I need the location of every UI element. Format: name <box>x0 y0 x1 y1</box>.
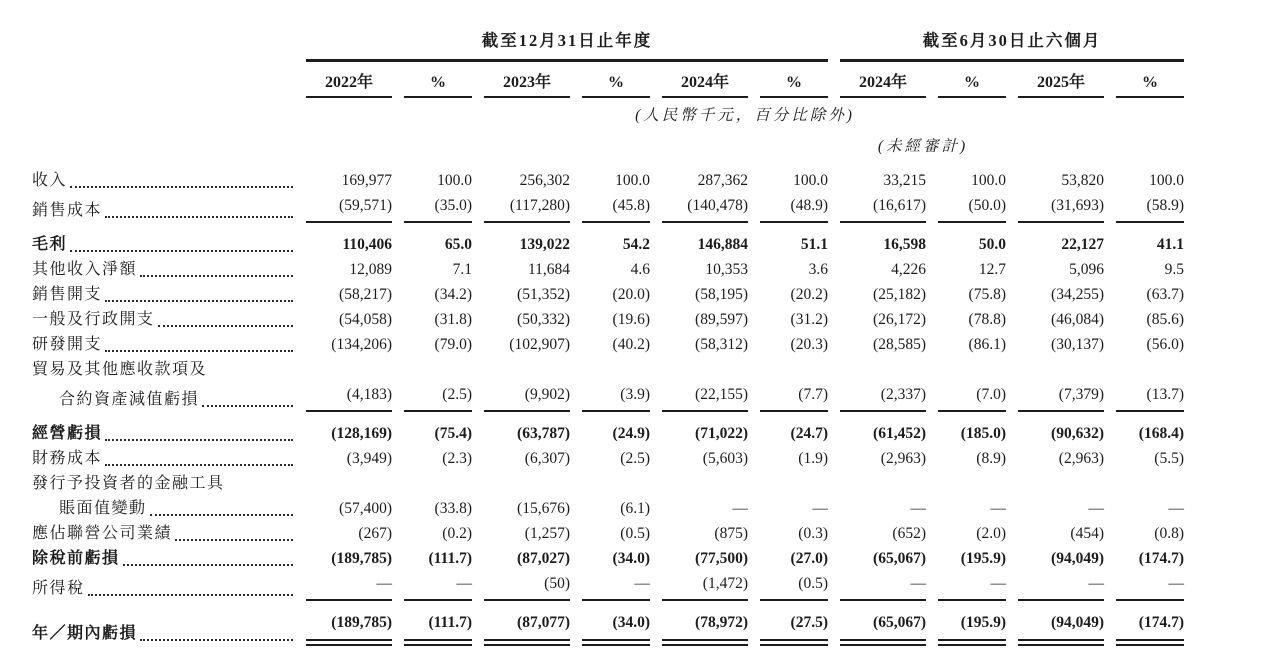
dot-leader <box>88 576 293 596</box>
group-header-row <box>32 30 1184 62</box>
value-cell: (1.9) <box>798 450 828 467</box>
value-cell: (24.7) <box>790 425 828 442</box>
row-label: 收入 <box>32 172 68 189</box>
value-cell: (75.4) <box>434 425 472 442</box>
value-cell: (94,049) <box>1051 550 1104 567</box>
table-row <box>32 571 1184 601</box>
value-cell: — <box>1088 500 1104 517</box>
row-label: 貿易及其他應收款項及 <box>32 361 208 378</box>
row-label: 發行予投資者的金融工具 <box>32 475 225 492</box>
value-cell: (27.0) <box>790 550 828 567</box>
value-cell: (34.2) <box>434 286 472 303</box>
table-row <box>32 282 1184 307</box>
row-label: 研發開支 <box>32 336 103 353</box>
value-cell: (20.2) <box>790 286 828 303</box>
value-cell: (0.5) <box>760 571 828 601</box>
value-cell: (87,077) <box>484 601 570 646</box>
row-label-cell <box>32 257 294 282</box>
value-cell: (87,027) <box>517 550 570 567</box>
row-label-cell <box>32 446 294 471</box>
value-cell: (195.9) <box>938 601 1006 646</box>
value-cell: (9,902) <box>484 382 570 412</box>
value-cell: 3.6 <box>808 261 828 278</box>
column-header: 2024年 <box>662 62 748 98</box>
value-cell: (54,058) <box>339 311 392 328</box>
value-cell: (63.7) <box>1146 286 1184 303</box>
value-cell: (94,049) <box>1018 601 1104 646</box>
value-cell: (34.0) <box>582 601 650 646</box>
value-cell: (50) <box>484 571 570 601</box>
value-cell: (2,337) <box>840 382 926 412</box>
table-row <box>32 307 1184 332</box>
dot-leader <box>105 421 293 441</box>
value-cell: 51.1 <box>800 236 828 253</box>
row-label-cell <box>32 496 294 521</box>
value-cell: 9.5 <box>1164 261 1184 278</box>
value-cell: 100.0 <box>437 172 472 189</box>
dot-leader <box>158 307 293 327</box>
value-cell: (174.7) <box>1116 601 1184 646</box>
unit-note-row <box>32 98 1184 127</box>
row-label: 毛利 <box>32 236 68 253</box>
value-cell: (34,255) <box>1051 286 1104 303</box>
value-cell: (58.9) <box>1116 193 1184 223</box>
value-cell: (65,067) <box>873 550 926 567</box>
table-body <box>32 158 1184 646</box>
value-cell: (6.1) <box>620 500 650 517</box>
unaudited-note: (未經審計) <box>877 138 969 155</box>
dot-leader <box>105 446 293 466</box>
row-label: 銷售開支 <box>32 286 103 303</box>
value-cell: (1,257) <box>524 525 570 542</box>
row-label-cell <box>32 546 294 571</box>
table-row <box>32 446 1184 471</box>
value-cell: (20.3) <box>790 336 828 353</box>
value-cell: 16,598 <box>883 236 926 253</box>
label-column-spacer <box>32 98 294 127</box>
value-cell: (89,597) <box>695 311 748 328</box>
column-header: 2023年 <box>484 62 570 98</box>
value-cell: (652) <box>892 525 926 542</box>
value-cell: (3,949) <box>346 450 392 467</box>
value-cell: (31,693) <box>1018 193 1104 223</box>
row-label-cell <box>32 282 294 307</box>
value-cell: (7.7) <box>760 382 828 412</box>
value-cell: (58,217) <box>339 286 392 303</box>
value-cell: (71,022) <box>695 425 748 442</box>
value-cell: (267) <box>358 525 392 542</box>
table-row <box>32 193 1184 223</box>
value-cell: (0.2) <box>442 525 472 542</box>
table-row <box>32 496 1184 521</box>
value-cell: (102,907) <box>509 336 570 353</box>
value-cell: (5,603) <box>702 450 748 467</box>
table-row <box>32 257 1184 282</box>
value-cell: 7.1 <box>452 261 472 278</box>
value-cell: — <box>404 571 472 601</box>
dot-leader <box>175 521 293 541</box>
row-label: 銷售成本 <box>32 202 103 219</box>
label-column-spacer <box>32 62 294 98</box>
dot-leader <box>105 282 293 302</box>
value-cell: 10,353 <box>705 261 748 278</box>
value-cell: (2.0) <box>976 525 1006 542</box>
value-cell: (2,963) <box>1058 450 1104 467</box>
value-cell: (0.5) <box>620 525 650 542</box>
value-cell: 100.0 <box>971 172 1006 189</box>
value-cell: (13.7) <box>1116 382 1184 412</box>
table-row <box>32 223 1184 257</box>
label-column-spacer <box>32 30 294 62</box>
value-cell: (33.8) <box>434 500 472 517</box>
value-cell: (79.0) <box>434 336 472 353</box>
value-cell: (2.5) <box>404 382 472 412</box>
column-header: 2024年 <box>840 62 926 98</box>
dot-leader <box>105 198 293 218</box>
value-cell: — <box>938 571 1006 601</box>
value-cell: (50,332) <box>517 311 570 328</box>
value-cell: (77,500) <box>695 550 748 567</box>
row-label-cell <box>32 307 294 332</box>
value-cell: (8.9) <box>976 450 1006 467</box>
value-cell: 4,226 <box>891 261 926 278</box>
value-cell: (25,182) <box>873 286 926 303</box>
empty-values-cell <box>306 471 1184 496</box>
value-cell: (78,972) <box>662 601 748 646</box>
value-cell: — <box>732 500 748 517</box>
value-cell: (2.3) <box>442 450 472 467</box>
value-cell: (75.8) <box>968 286 1006 303</box>
row-label: 經營虧損 <box>32 425 103 442</box>
row-label: 合約資產減值虧損 <box>59 391 200 408</box>
table-row <box>32 546 1184 571</box>
value-cell: — <box>910 500 926 517</box>
column-header: % <box>938 62 1006 98</box>
label-column-spacer <box>32 127 294 158</box>
value-cell: 110,406 <box>342 236 392 253</box>
value-cell: 12.7 <box>978 261 1006 278</box>
row-label-cell <box>32 571 294 601</box>
value-cell: (24.9) <box>612 425 650 442</box>
value-cell: (56.0) <box>1146 336 1184 353</box>
value-cell: (2.5) <box>620 450 650 467</box>
value-cell: (46,084) <box>1051 311 1104 328</box>
row-label-cell <box>32 601 294 646</box>
column-header: % <box>404 62 472 98</box>
value-cell: (27.5) <box>760 601 828 646</box>
value-cell: — <box>306 571 392 601</box>
group-title-annual: 截至12月31日止年度 <box>306 30 828 62</box>
value-cell: 50.0 <box>978 236 1006 253</box>
dot-leader <box>123 546 293 566</box>
table-row <box>32 521 1184 546</box>
table-row <box>32 471 1184 496</box>
value-cell: 53,820 <box>1061 172 1104 189</box>
row-label-cell <box>32 357 294 382</box>
value-cell: (20.0) <box>612 286 650 303</box>
value-cell: 139,022 <box>519 236 570 253</box>
dot-leader <box>105 332 293 352</box>
unaudited-note-row <box>32 127 1184 158</box>
row-label-cell <box>32 223 294 257</box>
table-row <box>32 382 1184 412</box>
value-cell: (168.4) <box>1138 425 1184 442</box>
value-cell: 22,127 <box>1061 236 1104 253</box>
empty-values-cell <box>306 357 1184 382</box>
row-label-cell <box>32 193 294 223</box>
value-cell: (51,352) <box>517 286 570 303</box>
row-label: 一般及行政開支 <box>32 311 155 328</box>
row-label-cell <box>32 332 294 357</box>
value-cell: 100.0 <box>615 172 650 189</box>
unit-note: (人民幣千元，百分比除外) <box>635 107 855 124</box>
dot-leader <box>140 257 293 277</box>
value-cell: (45.8) <box>582 193 650 223</box>
value-cell: — <box>1018 571 1104 601</box>
value-cell: 11,684 <box>527 261 570 278</box>
table-row <box>32 601 1184 646</box>
value-cell: (59,571) <box>306 193 392 223</box>
value-cell: (111.7) <box>428 550 472 567</box>
value-cell: 256,302 <box>519 172 570 189</box>
value-cell: (174.7) <box>1138 550 1184 567</box>
value-cell: (189,785) <box>331 550 392 567</box>
value-cell: (128,169) <box>331 425 392 442</box>
value-cell: (19.6) <box>612 311 650 328</box>
value-cell: (58,312) <box>695 336 748 353</box>
value-cell: 65.0 <box>444 236 472 253</box>
table-row <box>32 332 1184 357</box>
value-cell: 169,977 <box>341 172 392 189</box>
value-cell: (454) <box>1070 525 1104 542</box>
value-cell: (63,787) <box>517 425 570 442</box>
value-cell: (140,478) <box>662 193 748 223</box>
value-cell: (86.1) <box>968 336 1006 353</box>
value-cell: (195.9) <box>960 550 1006 567</box>
value-cell: (30,137) <box>1051 336 1104 353</box>
value-cell: (111.7) <box>404 601 472 646</box>
value-cell: (134,206) <box>331 336 392 353</box>
value-cell: (48.9) <box>760 193 828 223</box>
value-cell: (117,280) <box>484 193 570 223</box>
table-row <box>32 412 1184 446</box>
dot-leader <box>70 168 293 188</box>
value-cell: (4,183) <box>306 382 392 412</box>
row-label-cell <box>32 158 294 193</box>
value-cell: (90,632) <box>1051 425 1104 442</box>
value-cell: — <box>1168 500 1184 517</box>
column-header: % <box>582 62 650 98</box>
dot-leader <box>70 232 293 252</box>
value-cell: (189,785) <box>306 601 392 646</box>
value-cell: (0.8) <box>1154 525 1184 542</box>
column-header: % <box>1116 62 1184 98</box>
value-cell: (7.0) <box>938 382 1006 412</box>
value-cell: (78.8) <box>968 311 1006 328</box>
value-cell: — <box>582 571 650 601</box>
group-title-interim: 截至6月30日止六個月 <box>840 30 1184 62</box>
unaudited-note-spacer <box>1018 127 1184 158</box>
value-cell: (61,452) <box>873 425 926 442</box>
value-cell: (50.0) <box>938 193 1006 223</box>
value-cell: (5.5) <box>1154 450 1184 467</box>
row-label-cell <box>32 471 294 496</box>
dot-leader <box>150 496 293 516</box>
value-cell: (35.0) <box>404 193 472 223</box>
column-header: 2025年 <box>1018 62 1104 98</box>
value-cell: (57,400) <box>339 500 392 517</box>
value-cell: (1,472) <box>662 571 748 601</box>
value-cell: (65,067) <box>840 601 926 646</box>
row-label-cell <box>32 382 294 412</box>
dot-leader <box>140 621 293 641</box>
row-label: 其他收入淨額 <box>32 261 138 278</box>
value-cell: (31.2) <box>790 311 828 328</box>
value-cell: 100.0 <box>793 172 828 189</box>
unaudited-note-spacer <box>306 127 828 158</box>
value-cell: 5,096 <box>1069 261 1104 278</box>
value-cell: (15,676) <box>517 500 570 517</box>
row-label: 賬面值變動 <box>59 500 147 517</box>
value-cell: (0.3) <box>798 525 828 542</box>
value-cell: 33,215 <box>883 172 926 189</box>
value-cell: (31.8) <box>434 311 472 328</box>
value-cell: 12,089 <box>349 261 392 278</box>
value-cell: (85.6) <box>1146 311 1184 328</box>
value-cell: 100.0 <box>1149 172 1184 189</box>
row-label: 除稅前虧損 <box>32 550 120 567</box>
value-cell: (16,617) <box>840 193 926 223</box>
table-row <box>32 158 1184 193</box>
row-label: 年／期內虧損 <box>32 625 138 642</box>
value-cell: (2,963) <box>880 450 926 467</box>
value-cell: (26,172) <box>873 311 926 328</box>
value-cell: (185.0) <box>960 425 1006 442</box>
column-header: 2022年 <box>306 62 392 98</box>
value-cell: (22,155) <box>662 382 748 412</box>
value-cell: 146,884 <box>697 236 748 253</box>
table-header <box>32 30 1184 158</box>
row-label: 所得稅 <box>32 580 85 597</box>
value-cell: — <box>840 571 926 601</box>
value-cell: (7,379) <box>1018 382 1104 412</box>
value-cell: — <box>812 500 828 517</box>
value-cell: 41.1 <box>1156 236 1184 253</box>
row-label: 財務成本 <box>32 450 103 467</box>
value-cell: (40.2) <box>612 336 650 353</box>
value-cell: (6,307) <box>524 450 570 467</box>
value-cell: 54.2 <box>622 236 650 253</box>
dot-leader <box>202 387 293 407</box>
table-row <box>32 357 1184 382</box>
value-cell: — <box>990 500 1006 517</box>
value-cell: (58,195) <box>695 286 748 303</box>
value-cell: — <box>1116 571 1184 601</box>
value-cell: 287,362 <box>697 172 748 189</box>
column-header: % <box>760 62 828 98</box>
row-label-cell <box>32 521 294 546</box>
value-cell: 4.6 <box>630 261 650 278</box>
value-cell: (34.0) <box>612 550 650 567</box>
row-label-cell <box>32 412 294 446</box>
income-statement-table <box>20 30 1196 646</box>
value-cell: (28,585) <box>873 336 926 353</box>
row-label: 應佔聯營公司業績 <box>32 525 173 542</box>
column-header-row <box>32 62 1184 98</box>
value-cell: (3.9) <box>582 382 650 412</box>
value-cell: (875) <box>714 525 748 542</box>
